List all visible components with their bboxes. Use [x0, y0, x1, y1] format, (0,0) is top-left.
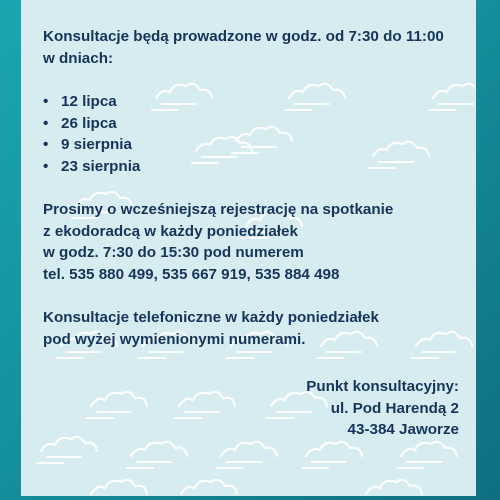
registration-line-1: Prosimy o wcześniejszą rejestrację na spotkanie — [43, 201, 394, 218]
address-block — [306, 376, 459, 441]
registration-phone-numbers: tel. 535 880 499, 535 667 919, 535 884 498 — [43, 265, 340, 283]
registration-line-3: w godz. 7:30 do 15:30 pod numerem — [43, 244, 304, 261]
content-block — [43, 26, 456, 350]
phone-consult-line-1: Konsultacje telefoniczne w każdy poniedziałek — [43, 309, 379, 326]
phone-consult-line-2: pod wyżej wymienionymi numerami. — [43, 330, 306, 348]
date-item: • 9 sierpnia — [43, 134, 456, 156]
date-item: • 26 lipca — [43, 113, 456, 135]
intro-line-2: w dniach: — [43, 49, 114, 67]
date-item: • 23 sierpnia — [43, 156, 456, 178]
address-city: 43-384 Jaworze — [347, 421, 459, 438]
dates-list — [43, 91, 456, 177]
info-panel — [21, 0, 476, 496]
address-title: Punkt konsultacyjny: — [306, 378, 459, 395]
intro-line-1: Konsultacje będą prowadzone w godz. od 7:30 do 11:00 — [43, 28, 444, 45]
registration-line-2: z ekodoradcą w każdy poniedziałek — [43, 222, 298, 240]
date-item: • 12 lipca — [43, 91, 456, 113]
address-street: ul. Pod Harendą 2 — [330, 399, 459, 417]
